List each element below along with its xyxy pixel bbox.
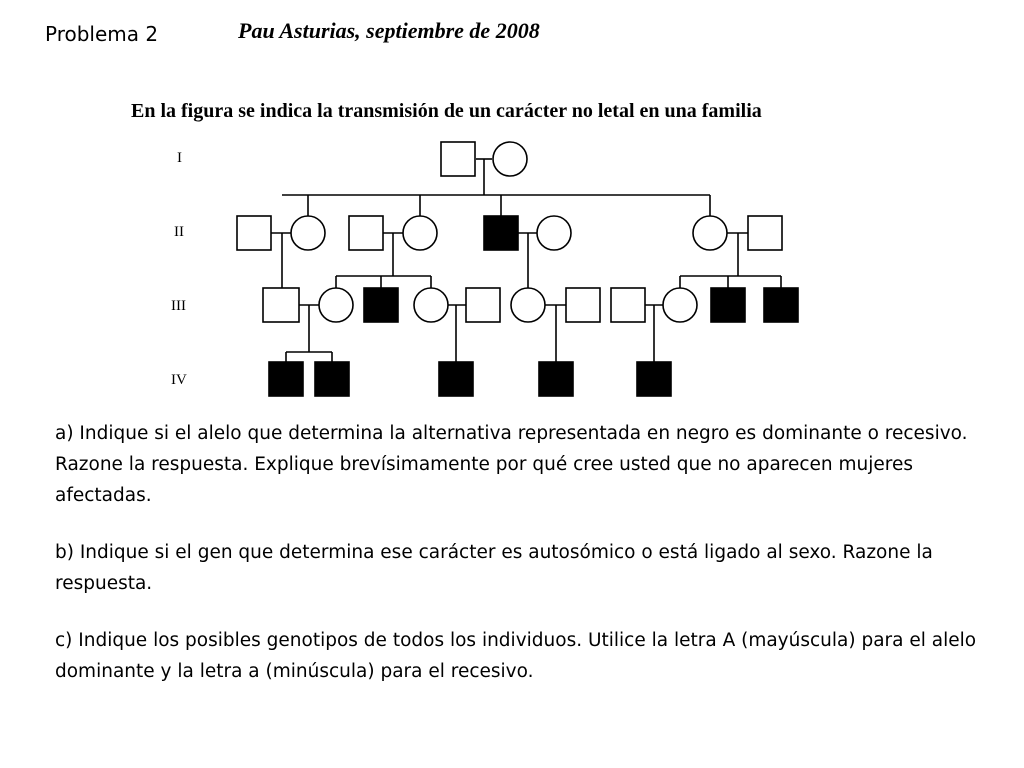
male-II-3 — [349, 216, 383, 250]
female-III-7 — [511, 288, 545, 322]
male-IV-2-affected — [315, 362, 349, 396]
male-IV-4-affected — [539, 362, 573, 396]
generation-label-IV: IV — [171, 372, 187, 388]
male-II-5-affected — [484, 216, 518, 250]
problem-statement: En la figura se indica la transmisión de un carácter no letal en una familia — [131, 100, 762, 122]
generation-label-I: I — [177, 150, 182, 166]
question-b: b) Indique si el gen que determina ese carácter es autosómico o está ligado al sexo. Razone la respuesta. — [55, 542, 933, 594]
generation-label-II: II — [174, 224, 184, 240]
female-II-6 — [537, 216, 571, 250]
male-II-8 — [748, 216, 782, 250]
question-a: a) Indique si el alelo que determina la alternativa representada en negro es dominante o recesivo. Razone la respuesta. Explique brevísimamente por qué cree usted que no aparecen mujeres afectadas. — [55, 423, 968, 506]
generation-label-III: III — [171, 298, 186, 314]
problem-number: Problema 2 — [45, 22, 159, 46]
questions-block — [55, 418, 995, 713]
male-III-9 — [611, 288, 645, 322]
male-II-1 — [237, 216, 271, 250]
male-IV-5-affected — [637, 362, 671, 396]
male-III-8 — [566, 288, 600, 322]
male-IV-3-affected — [439, 362, 473, 396]
exam-source: Pau Asturias, septiembre de 2008 — [238, 18, 540, 43]
female-II-2 — [291, 216, 325, 250]
male-I-1 — [441, 142, 475, 176]
female-III-2 — [319, 288, 353, 322]
female-II-7 — [693, 216, 727, 250]
male-III-3-affected — [364, 288, 398, 322]
male-IV-1-affected — [269, 362, 303, 396]
male-III-11-affected — [711, 288, 745, 322]
question-c: c) Indique los posibles genotipos de todos los individuos. Utilice la letra A (mayúscula) para el alelo dominante y la letra a (minúscula) para el recesivo. — [55, 630, 977, 682]
male-III-12-affected — [764, 288, 798, 322]
female-III-10 — [663, 288, 697, 322]
female-II-4 — [403, 216, 437, 250]
male-III-1 — [263, 288, 299, 322]
female-I-2 — [493, 142, 527, 176]
female-III-4 — [414, 288, 448, 322]
male-III-5 — [466, 288, 500, 322]
